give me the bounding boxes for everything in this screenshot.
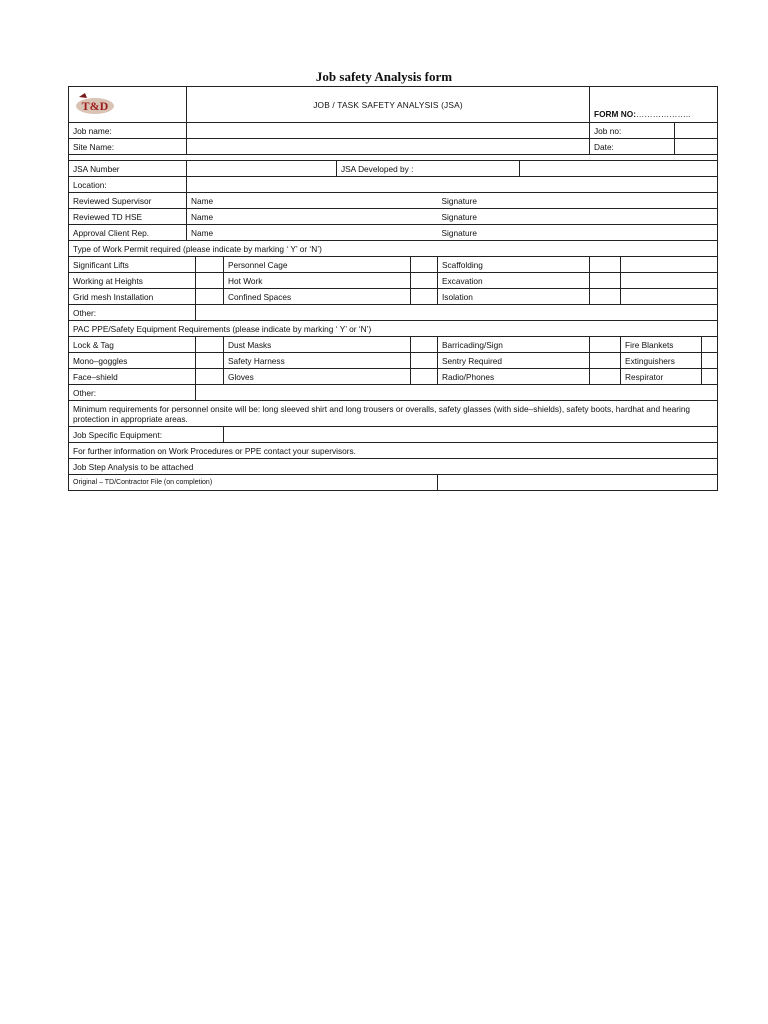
date-label: Date: — [590, 139, 675, 155]
permit-mark-box[interactable] — [196, 257, 224, 273]
ppe-mark-box[interactable] — [196, 337, 224, 353]
job-specific-equipment-row — [69, 427, 718, 443]
job-no-field[interactable] — [675, 123, 718, 139]
logo-text: T&D — [81, 98, 109, 113]
approval-row — [69, 209, 718, 225]
ppe-label: Respirator — [621, 369, 702, 385]
permit-label: Confined Spaces — [224, 289, 411, 305]
location-label: Location: — [69, 177, 187, 193]
ppe-label: Face–shield — [69, 369, 196, 385]
work-permit-row — [69, 289, 718, 305]
ppe-mark-box[interactable] — [702, 369, 718, 385]
header-row — [69, 87, 718, 123]
ppe-row — [69, 353, 718, 369]
job-specific-equipment-label: Job Specific Equipment: — [69, 427, 224, 443]
jsa-developed-label: JSA Developed by : — [337, 161, 520, 177]
approval-role: Reviewed Supervisor — [69, 193, 187, 209]
ppe-label: Fire Blankets — [621, 337, 702, 353]
ppe-mark-box[interactable] — [411, 353, 438, 369]
jsa-number-row — [69, 161, 718, 177]
approval-signature-field[interactable]: Signature — [438, 209, 718, 225]
job-step-row — [69, 459, 718, 475]
ppe-mark-box[interactable] — [411, 337, 438, 353]
other-ppe-row — [69, 385, 718, 401]
approval-signature-field[interactable]: Signature — [438, 225, 718, 241]
ppe-mark-box[interactable] — [590, 353, 621, 369]
ppe-mark-box[interactable] — [196, 353, 224, 369]
approval-name-field[interactable]: Name — [187, 193, 438, 209]
ppe-label: Safety Harness — [224, 353, 411, 369]
permit-label: Hot Work — [224, 273, 411, 289]
job-step-note: Job Step Analysis to be attached — [69, 459, 718, 475]
permit-mark-box[interactable] — [196, 289, 224, 305]
ppe-mark-box[interactable] — [411, 369, 438, 385]
permit-label: Scaffolding — [438, 257, 590, 273]
permit-blank-cell — [621, 273, 718, 289]
ppe-label: Lock & Tag — [69, 337, 196, 353]
permit-mark-box[interactable] — [411, 257, 438, 273]
job-name-row — [69, 123, 718, 139]
permit-mark-box[interactable] — [590, 273, 621, 289]
ppe-heading: PAC PPE/Safety Equipment Requirements (please indicate by marking ‘ Y’ or ‘N’) — [69, 321, 718, 337]
permit-blank-cell — [621, 257, 718, 273]
location-row — [69, 177, 718, 193]
permit-label: Working at Heights — [69, 273, 196, 289]
approval-role: Reviewed TD HSE — [69, 209, 187, 225]
other-permit-row — [69, 305, 718, 321]
page-title: Job safety Analysis form — [315, 69, 453, 84]
ppe-label: Barricading/Sign — [438, 337, 590, 353]
form-header-title: JOB / TASK SAFETY ANALYSIS (JSA) — [187, 87, 590, 123]
form-number-value: ……………….. — [635, 109, 691, 119]
minimum-requirements-text: Minimum requirements for personnel onsite will be: long sleeved shirt and long trousers or overalls, safety glasses (with side–shields), safety boots, hardhat and hearing protection in appropriate areas. — [69, 401, 718, 427]
other-label: Other: — [69, 385, 196, 401]
other-ppe-field[interactable] — [196, 385, 718, 401]
approval-name-field[interactable]: Name — [187, 209, 438, 225]
site-name-label: Site Name: — [69, 139, 187, 155]
permit-blank-cell — [621, 289, 718, 305]
approval-signature-field[interactable]: Signature — [438, 193, 718, 209]
ppe-label: Radio/Phones — [438, 369, 590, 385]
ppe-label: Gloves — [224, 369, 411, 385]
ppe-row — [69, 337, 718, 353]
ppe-mark-box[interactable] — [702, 353, 718, 369]
other-label: Other: — [69, 305, 196, 321]
ppe-mark-box[interactable] — [590, 369, 621, 385]
permit-mark-box[interactable] — [411, 289, 438, 305]
original-file-field[interactable] — [438, 475, 718, 491]
work-permit-heading-row — [69, 241, 718, 257]
other-permit-field[interactable] — [196, 305, 718, 321]
further-info-text: For further information on Work Procedures or PPE contact your supervisors. — [69, 443, 718, 459]
job-name-label: Job name: — [69, 123, 187, 139]
job-no-label: Job no: — [590, 123, 675, 139]
jsa-form-table — [68, 86, 718, 491]
further-info-row — [69, 443, 718, 459]
site-name-field[interactable] — [187, 139, 590, 155]
form-number-label: FORM NO: — [594, 109, 636, 119]
ppe-mark-box[interactable] — [590, 337, 621, 353]
ppe-mark-box[interactable] — [702, 337, 718, 353]
company-logo-icon — [73, 91, 119, 117]
permit-label: Significant Lifts — [69, 257, 196, 273]
approval-row — [69, 225, 718, 241]
permit-label: Excavation — [438, 273, 590, 289]
ppe-label: Dust Masks — [224, 337, 411, 353]
job-specific-equipment-field[interactable] — [224, 427, 718, 443]
permit-mark-box[interactable] — [590, 257, 621, 273]
permit-label: Personnel Cage — [224, 257, 411, 273]
ppe-heading-row — [69, 321, 718, 337]
work-permit-row — [69, 257, 718, 273]
work-permit-heading: Type of Work Permit required (please indicate by marking ‘ Y’ or ‘N’) — [69, 241, 718, 257]
ppe-row — [69, 369, 718, 385]
location-field[interactable] — [187, 177, 718, 193]
ppe-label: Mono–goggles — [69, 353, 196, 369]
permit-label: Grid mesh Installation — [69, 289, 196, 305]
site-name-row — [69, 139, 718, 155]
ppe-label: Extinguishers — [621, 353, 702, 369]
approval-role: Approval Client Rep. — [69, 225, 187, 241]
approval-name-field[interactable]: Name — [187, 225, 438, 241]
jsa-number-field[interactable] — [187, 161, 337, 177]
original-file-row — [69, 475, 718, 491]
job-name-field[interactable] — [187, 123, 590, 139]
minimum-requirements-row — [69, 401, 718, 427]
permit-mark-box[interactable] — [196, 273, 224, 289]
jsa-developed-field[interactable] — [520, 161, 718, 177]
jsa-number-label: JSA Number — [69, 161, 187, 177]
original-file-note: Original – TD/Contractor File (on completion) — [69, 475, 438, 491]
approval-row — [69, 193, 718, 209]
permit-mark-box[interactable] — [590, 289, 621, 305]
form-number[interactable] — [590, 87, 718, 123]
date-field[interactable] — [675, 139, 718, 155]
work-permit-row — [69, 273, 718, 289]
permit-mark-box[interactable] — [411, 273, 438, 289]
logo-cell — [69, 87, 187, 123]
permit-label: Isolation — [438, 289, 590, 305]
ppe-label: Sentry Required — [438, 353, 590, 369]
ppe-mark-box[interactable] — [196, 369, 224, 385]
